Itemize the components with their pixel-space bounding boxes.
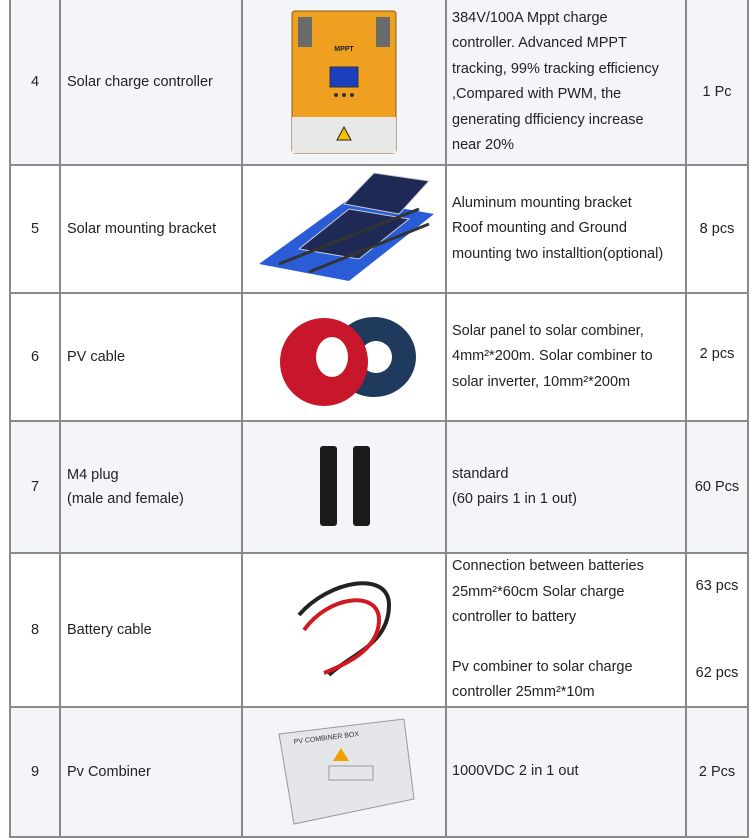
table-row [10, 421, 748, 553]
desc-line: controller 25mm²*10m [452, 684, 595, 700]
item-name [60, 421, 242, 553]
item-name: Solar mounting bracket [60, 165, 242, 293]
desc-line: standard [452, 465, 509, 482]
item-quantity [686, 553, 748, 707]
item-image [242, 707, 446, 837]
desc-line: near 20% [452, 137, 515, 153]
table-row [10, 553, 748, 707]
item-image [242, 0, 446, 165]
mounting-bracket-image [249, 169, 439, 289]
desc-line: Aluminum mounting bracket [452, 194, 632, 211]
name-line: (male and female) [67, 491, 184, 507]
desc-line: ,Compared with PWM, the [452, 86, 622, 102]
mppt-label: MPPT [334, 46, 354, 53]
combiner-box-image [269, 714, 419, 829]
table-row [10, 707, 748, 837]
item-quantity: 8 pcs [686, 165, 748, 293]
desc-line: controller to battery [452, 609, 577, 625]
item-image [242, 165, 446, 293]
desc-line: mounting two installtion(optional) [452, 245, 664, 262]
table-row [10, 165, 748, 293]
desc-line: 25mm²*60cm Solar charge [452, 583, 625, 600]
battery-cables-image [289, 575, 399, 685]
item-description [446, 293, 686, 421]
row-number: 6 [10, 293, 60, 421]
table-row [10, 293, 748, 421]
desc-line: tracking, 99% tracking efficiency [452, 60, 659, 77]
row-number: 8 [10, 553, 60, 707]
item-image [242, 421, 446, 553]
qty-line: 63 pcs [695, 578, 739, 595]
desc-line: Connection between batteries [452, 558, 644, 574]
item-description [446, 707, 686, 837]
item-name: Battery cable [60, 553, 242, 707]
item-quantity: 60 Pcs [686, 421, 748, 553]
item-quantity: 2 pcs [686, 293, 748, 421]
desc-line: 4mm²*200m. Solar combiner to [452, 348, 653, 365]
item-name: Pv Combiner [60, 707, 242, 837]
row-number: 7 [10, 421, 60, 553]
item-image [242, 293, 446, 421]
desc-line: (60 pairs 1 in 1 out) [452, 491, 577, 507]
qty-line: 62 pcs [695, 665, 739, 682]
item-name: Solar charge controller [60, 0, 242, 165]
desc-line: 384V/100A Mppt charge [452, 9, 608, 26]
pv-cable-image [264, 302, 424, 412]
item-name: PV cable [60, 293, 242, 421]
desc-line: 1000VDC 2 in 1 out [452, 762, 579, 779]
row-number: 4 [10, 0, 60, 165]
combiner-box-label: PV COMBINER BOX [293, 731, 360, 746]
item-quantity: 2 Pcs [686, 707, 748, 837]
row-number: 5 [10, 165, 60, 293]
desc-line: Solar panel to solar combiner, [452, 322, 644, 339]
desc-line: generating dfficiency increase [452, 111, 644, 128]
mc4-connectors-image [314, 442, 374, 532]
item-description [446, 0, 686, 165]
product-table [9, 0, 749, 838]
item-description [446, 165, 686, 293]
desc-line: Pv combiner to solar charge [452, 658, 633, 675]
desc-line: solar inverter, 10mm²*200m [452, 373, 631, 390]
desc-line: Roof mounting and Ground [452, 220, 627, 237]
item-image [242, 553, 446, 707]
name-line: M4 plug [67, 467, 119, 483]
desc-line: controller. Advanced MPPT [452, 35, 627, 51]
row-number: 9 [10, 707, 60, 837]
item-quantity: 1 Pc [686, 0, 748, 165]
table-row [10, 0, 748, 165]
item-description [446, 553, 686, 707]
mppt-controller-image [284, 7, 404, 157]
item-description [446, 421, 686, 553]
